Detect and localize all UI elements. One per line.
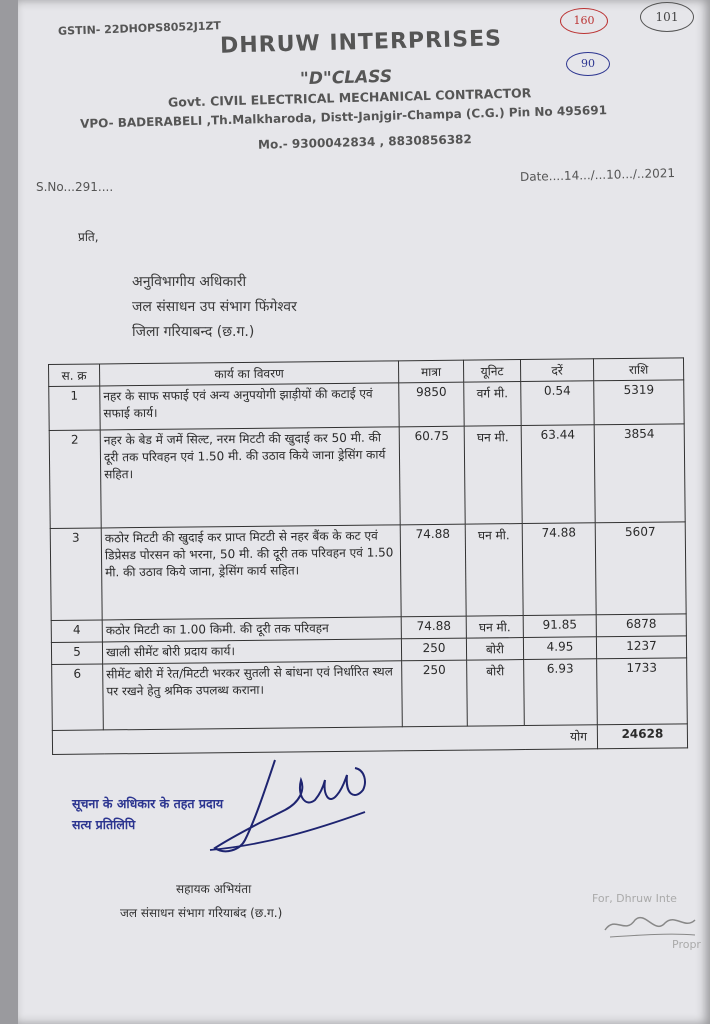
gstin-number: GSTIN- 22DHOPS8052J1ZT	[57, 19, 222, 38]
column-header: दरें	[520, 359, 593, 382]
unit-cell: बोरी	[466, 638, 523, 661]
firm-mobile: Mo.- 9300042834 , 8830856382	[257, 132, 472, 152]
amount-cell: 1733	[597, 658, 688, 725]
description-cell: सीमेंट बोरी में रेत/मिटटी भरकर सुतली से बांधना एवं निर्धारित स्थल पर रखने हेतु श्रमिक उपलब्ध कराना।	[103, 661, 403, 730]
officer-designation: सहायक अभियंता	[176, 882, 252, 896]
rate-cell: 74.88	[522, 523, 596, 616]
quantity-cell: 250	[402, 660, 468, 727]
unit-cell: बोरी	[467, 660, 525, 727]
column-header: राशि	[593, 358, 683, 381]
officer-office: जल संसाधन संभाग गरियाबंद (छ.ग.)	[120, 906, 283, 920]
firm-stamp-text: For, Dhruw Inte	[592, 892, 677, 905]
column-header: यूनिट	[463, 360, 520, 383]
unit-cell: वर्ग मी.	[464, 382, 521, 427]
description-cell: कठोर मिटटी की खुदाई कर प्राप्त मिटटी से नहर बैंक के कट एवं डिप्रेसड पोरसन को भरना, 50 मी. की दूरी तक परिवहन एवं 1.50 मी. की उठाव किये जाना, ड्रेसिंग कार्य सहित।	[101, 525, 401, 620]
quantity-cell: 60.75	[399, 426, 465, 525]
serial-cell: 3	[50, 528, 102, 621]
handwritten-circle-mark: 90	[566, 52, 610, 76]
salutation: प्रति,	[78, 230, 99, 244]
amount-cell: 5607	[595, 522, 686, 615]
officer-signature	[205, 750, 375, 860]
contractor-class: "D"CLASS	[299, 66, 393, 90]
description-cell: खाली सीमेंट बोरी प्रदाय कार्य।	[102, 639, 401, 664]
rate-cell: 91.85	[523, 615, 596, 638]
unit-cell: घन मी.	[465, 524, 523, 617]
firm-address: VPO- BADERABELI ,Th.Malkharoda, Distt-Janjgir-Champa (C.G.) Pin No 495691	[79, 103, 608, 131]
firm-stamp-proprietor: Propr	[672, 938, 701, 951]
amount-cell: 5319	[594, 380, 684, 425]
quantity-cell: 74.88	[400, 524, 466, 617]
column-header: कार्य का विवरण	[100, 361, 399, 386]
unit-cell: घन मी.	[464, 426, 522, 525]
rate-cell: 6.93	[524, 659, 598, 726]
serial-cell: 4	[51, 620, 102, 643]
description-cell: कठोर मिटटी का 1.00 किमी. की दूरी तक परिवहन	[102, 617, 401, 642]
serial-cell: 1	[49, 386, 100, 431]
column-header: स. क्र	[49, 364, 100, 387]
amount-cell: 1237	[596, 636, 686, 659]
total-label: योग	[52, 725, 597, 755]
table-row	[50, 522, 686, 621]
serial-cell: 6	[52, 664, 104, 731]
rate-cell: 63.44	[521, 425, 595, 524]
serial-cell: 5	[51, 642, 102, 665]
letter-date: Date....14.../...10.../..2021	[519, 165, 676, 185]
rti-note: सूचना के अधिकार के तहत प्रदाय	[72, 796, 224, 811]
handwritten-circle-mark: 160	[560, 8, 608, 34]
quantity-cell: 74.88	[401, 616, 466, 639]
table-row	[49, 380, 684, 431]
work-estimate-table	[48, 357, 688, 755]
quantity-cell: 250	[401, 638, 466, 661]
description-cell: नहर के बेड में जमें सिल्ट, नरम मिटटी की खुदाई कर 50 मी. की दूरी तक परिवहन एवं 1.50 मी. की उठाव किये जाना ड्रेसिंग कार्य सहित।	[100, 427, 400, 528]
table-row	[49, 424, 685, 529]
description-cell: नहर के साफ सफाई एवं अन्य अनुपयोगी झाड़ीयों की कटाई एवं सफाई कार्य।	[100, 383, 399, 430]
contractor-type: Govt. CIVIL ELECTRICAL MECHANICAL CONTRACTOR	[167, 85, 532, 110]
total-amount: 24628	[597, 724, 687, 749]
quantity-cell: 9850	[399, 382, 464, 427]
true-copy-note: सत्य प्रतिलिपि	[72, 817, 136, 832]
recipient-line: जिला गरियाबन्द (छ.ग.)	[132, 324, 255, 340]
amount-cell: 6878	[596, 614, 686, 637]
serial-cell: 2	[49, 430, 101, 529]
firm-name: DHRUW INTERPRISES	[219, 26, 503, 59]
proprietor-signature	[600, 905, 700, 945]
unit-cell: घन मी.	[466, 616, 523, 639]
amount-cell: 3854	[594, 424, 685, 523]
rate-cell: 0.54	[521, 381, 594, 426]
serial-number: S.No...291....	[36, 180, 114, 194]
recipient-line: अनुविभागीय अधिकारी	[132, 274, 247, 290]
page-number-mark: 101	[640, 2, 694, 32]
rate-cell: 4.95	[523, 637, 596, 660]
recipient-line: जल संसाधन उप संभाग फिंगेश्वर	[132, 299, 297, 315]
table-row	[52, 658, 688, 731]
column-header: मात्रा	[398, 360, 463, 383]
